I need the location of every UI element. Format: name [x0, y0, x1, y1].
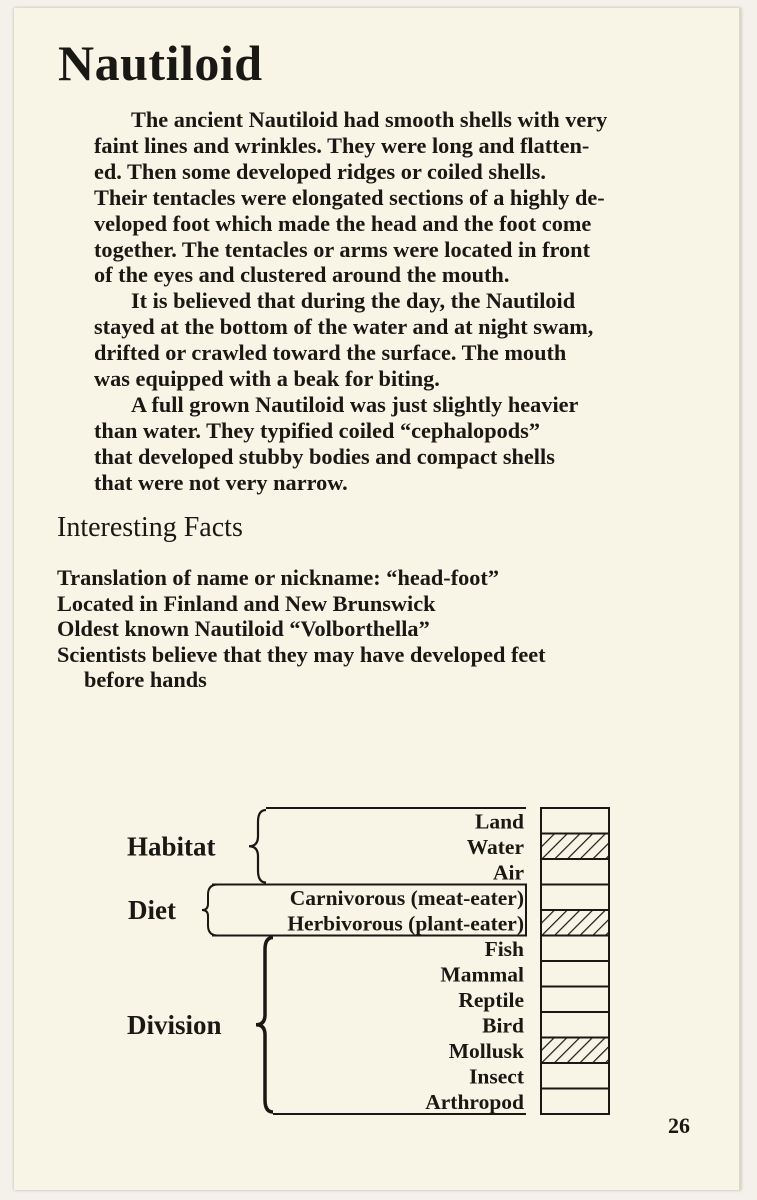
row-label: Air	[492, 860, 524, 885]
page-title: Nautiloid	[58, 35, 263, 91]
text-line: together. The tentacles or arms were located in front	[94, 236, 591, 262]
facts-heading: Interesting Facts	[57, 512, 243, 543]
group-label: Diet	[128, 895, 176, 925]
row-label: Insect	[469, 1064, 524, 1089]
checked-cell	[541, 1038, 609, 1064]
text-line: stayed at the bottom of the water and at night swam,	[94, 314, 594, 340]
empty-cell	[541, 859, 609, 885]
text-line: that were not very narrow.	[94, 469, 348, 495]
empty-cell	[541, 1089, 609, 1115]
row-label: Mollusk	[448, 1039, 524, 1063]
fact-text: Located in Finland and New Brunswick	[57, 590, 436, 616]
row-label: Mammal	[440, 962, 524, 987]
text-line: that developed stubby bodies and compact shells	[94, 443, 555, 469]
text-line: ed. Then some developed ridges or coiled shells.	[94, 158, 546, 184]
row-label: Carnivorous (meat-eater)	[289, 886, 524, 910]
fact-text-continued: before hands	[84, 667, 207, 692]
group-label: Habitat	[127, 831, 216, 862]
row-label: Land	[474, 809, 524, 834]
text-line: Their tentacles were elongated sections of a highly de-	[94, 184, 605, 210]
checked-cell	[541, 910, 609, 936]
group-brace	[249, 810, 266, 883]
page-number: 26	[668, 1113, 690, 1138]
group-label: Division	[127, 1009, 222, 1040]
text-line: than water. They typified coiled “cephalopods”	[94, 417, 540, 443]
group-brace	[256, 938, 273, 1113]
fact-text: Oldest known Nautiloid “Volborthella”	[57, 616, 430, 641]
row-label: Herbivorous (plant-eater)	[287, 911, 524, 936]
row-label: Arthropod	[425, 1090, 524, 1114]
empty-cell	[541, 961, 609, 987]
row-label: Bird	[482, 1013, 524, 1038]
group-brace	[202, 885, 218, 936]
fact-text: Translation of name or nickname: “head-foot”	[57, 565, 500, 590]
row-label: Fish	[484, 937, 524, 961]
text-line: faint lines and wrinkles. They were long and flatten-	[94, 132, 590, 158]
fact-text: Scientists believe that they may have developed feet	[57, 641, 546, 667]
empty-cell	[541, 808, 609, 834]
row-label: Water	[466, 835, 524, 859]
checked-cell	[541, 834, 609, 860]
text-line: The ancient Nautiloid had smooth shells with very	[131, 107, 608, 132]
empty-cell	[541, 1063, 609, 1089]
empty-cell	[541, 1012, 609, 1038]
text-line: veloped foot which made the head and the foot come	[94, 210, 592, 236]
text-line: It is believed that during the day, the Nautiloid	[131, 288, 576, 314]
row-label: Reptile	[458, 988, 524, 1012]
empty-cell	[541, 936, 609, 962]
text-line: A full grown Nautiloid was just slightly heavier	[131, 391, 579, 417]
empty-cell	[541, 987, 609, 1013]
text-line: of the eyes and clustered around the mouth.	[94, 262, 510, 288]
empty-cell	[541, 885, 609, 911]
text-line: was equipped with a beak for biting.	[94, 366, 440, 392]
text-line: drifted or crawled toward the surface. The mouth	[94, 340, 567, 366]
